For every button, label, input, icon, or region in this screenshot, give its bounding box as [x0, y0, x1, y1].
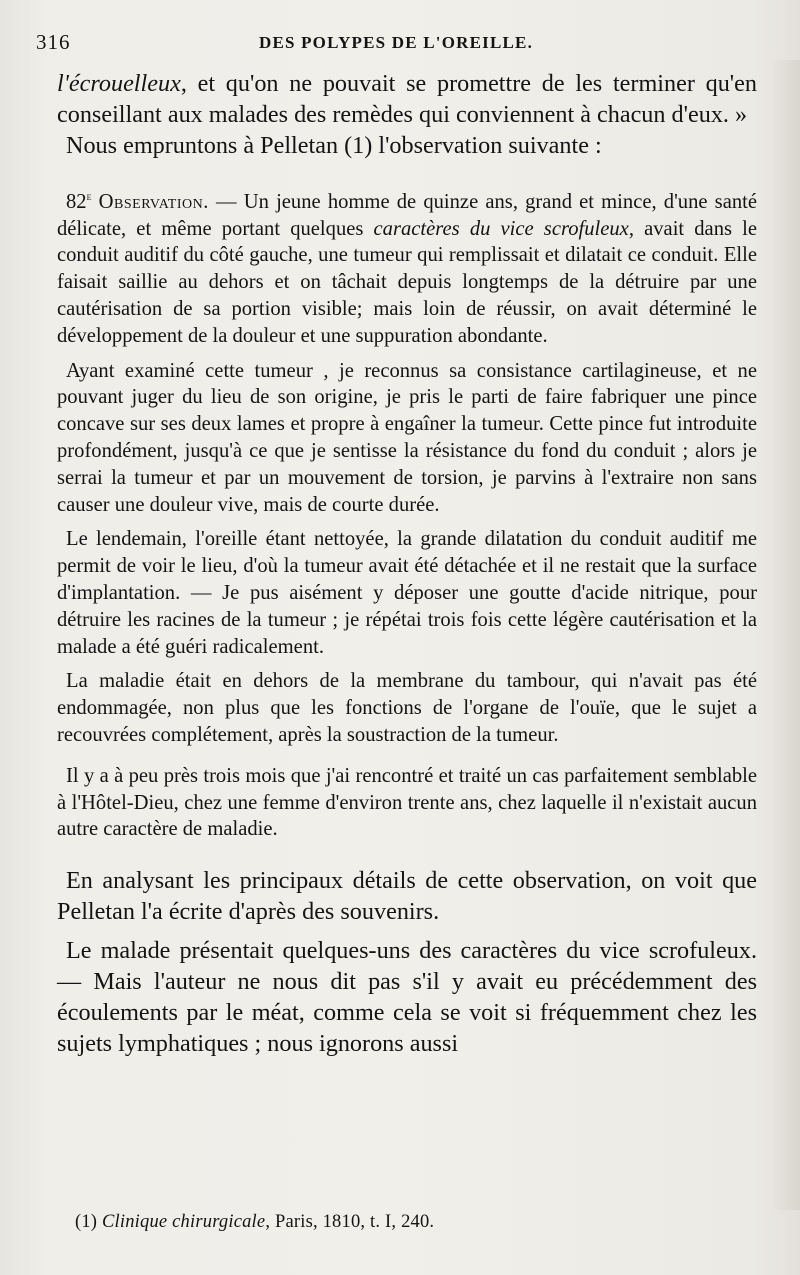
footnote-marker: (1): [75, 1212, 102, 1232]
paragraph: Le malade présentait quelques-uns des caractères du vice scrofuleux. — Mais l'auteur ne nous dit pas s'il y avait eu précédemment des écoulements par le méat, comme cela se voit si fréquemment chez les sujets lymphatiques ; nous ignorons aussi: [57, 937, 757, 1058]
body-text: [57, 68, 757, 1059]
italic-term: l'écrouelleux: [57, 70, 181, 97]
footnote-title: Clinique chirurgicale: [102, 1212, 266, 1232]
paragraph: En analysant les principaux détails de cette observation, on voit que Pelletan l'a écrite d'après des souvenirs.: [57, 867, 757, 926]
page-header: [36, 30, 756, 60]
paragraph: Ayant examiné cette tumeur , je reconnus sa consistance cartilagineuse, et ne pouvant juger du lieu de son origine, je pris le parti de faire fabriquer une pince concave sur ses deux lames et propre à engaîner la tumeur. Cette pince fut introduite profondément, jusqu'à ce que je sentisse la résistance du fond du conduit ; alors je serrai la tumeur et par un mouvement de torsion, je parvins à l'extraire non sans causer une douleur vive, mais de courte durée.: [57, 359, 757, 516]
paragraph-intro: Nous empruntons à Pelletan (1) l'observation suivante :: [66, 132, 602, 159]
paragraph: Il y a à peu près trois mois que j'ai rencontré et traité un cas parfaitement semblable à l'Hôtel-Dieu, chez une femme d'environ trente ans, chez laquelle il n'existait aucun autre caractère de maladie.: [57, 764, 757, 841]
paragraph: Le lendemain, l'oreille étant nettoyée, la grande dilatation du conduit auditif me permit de voir le lieu, d'où la tumeur avait été détachée et il ne restait que la surface d'implantation. — Je pus aisément y déposer une goutte d'acide nitrique, pour détruire les racines de la tumeur ; je répétai trois fois cette légère cautérisation et la malade a été guéri radicalement.: [57, 528, 757, 658]
paragraph-continuation: [57, 68, 757, 130]
italic-phrase: caractères du vice scrofuleux,: [373, 217, 634, 240]
observation-label: Observation.: [98, 190, 209, 213]
paragraph: La maladie était en dehors de la membrane du tambour, qui n'avait pas été endommagée, non plus que les fonctions de l'organe de l'ouïe, que le sujet a recouvrées complétement, après la soustraction de la tumeur.: [57, 670, 757, 746]
observation-number-digits: 82: [66, 190, 87, 213]
observation-number: [66, 191, 99, 213]
page-number: 316: [36, 30, 71, 54]
paragraph-text: avait dans le conduit auditif du côté gauche, une tumeur qui remplissait et dilatait ce conduit. Elle faisait saillie au dehors et on tâchait depuis longtemps de la détruire par une cautérisation de sa portion visible; mais loin de réussir, on avait déterminé le développement de la douleur et une suppuration abondante.: [57, 217, 757, 347]
paragraph-text: — Un jeune homme de quinze ans, grand et mince, d'une santé délicate, et même portant quelques: [57, 190, 757, 240]
paragraph-text: , et qu'on ne pouvait se promettre de les terminer qu'en conseillant aux malades des remèdes qui conviennent à chacun d'eux. »: [57, 70, 757, 128]
page-edge-shadow: [770, 60, 800, 1210]
footnote-text: , Paris, 1810, t. I, 240.: [265, 1212, 435, 1232]
footnote: [75, 1212, 434, 1233]
running-head: DES POLYPES DE L'OREILLE.: [258, 33, 534, 52]
observation-paragraph: [57, 183, 757, 350]
observation-number-suffix: e: [86, 189, 92, 203]
